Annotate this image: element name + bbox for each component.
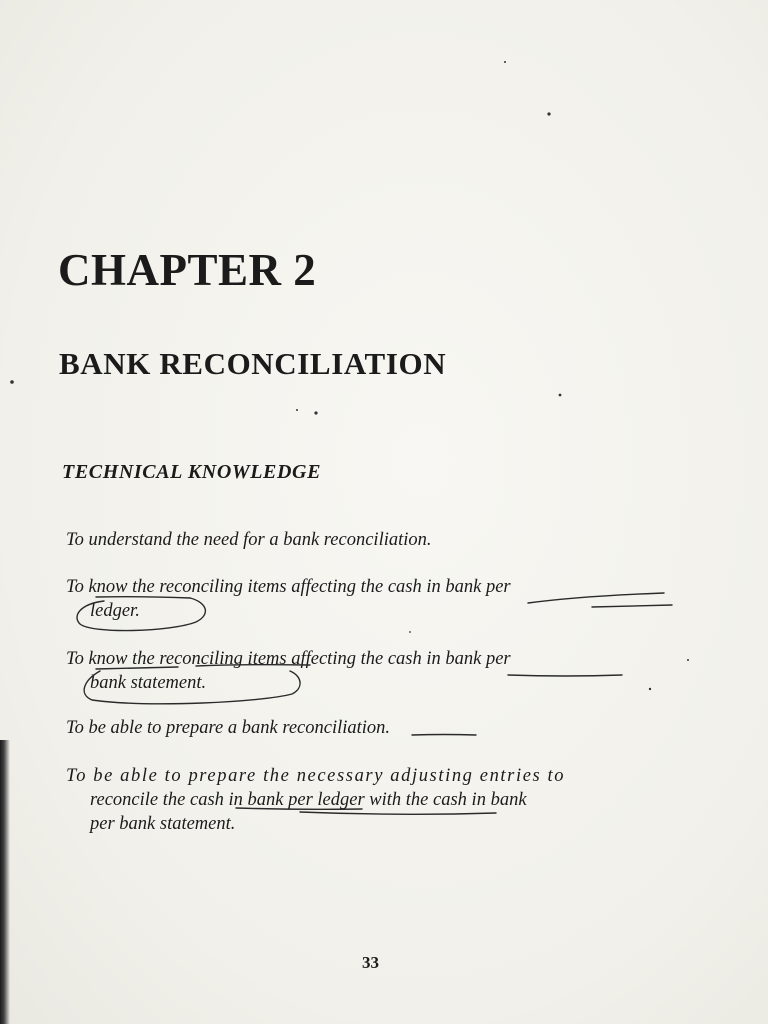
objective-line-continued: ledger. (90, 601, 140, 621)
page-edge-shadow (0, 740, 10, 1024)
objective-line: To understand the need for a bank reconciliation. (66, 530, 432, 550)
objective-line: To know the reconciling items affecting the cash in bank per (66, 577, 511, 597)
objective-line: To be able to prepare a bank reconciliation. (66, 718, 391, 738)
objective-line-continued: reconcile the cash in bank per ledger with the cash in bank (90, 790, 527, 810)
objective-line: To be able to prepare the necessary adjusting entries to (66, 766, 566, 786)
chapter-title: CHAPTER 2 (58, 245, 317, 295)
technical-knowledge-heading: TECHNICAL KNOWLEDGE (62, 461, 322, 483)
objective-adjusting-entries (66, 764, 706, 836)
objective-line-continued: bank statement. (90, 673, 207, 693)
objective-items-per-bank-statement (66, 647, 686, 695)
objective-prepare-reconciliation (66, 716, 686, 740)
objective-line-continued: per bank statement. (90, 814, 236, 834)
section-title: BANK RECONCILIATION (59, 346, 447, 381)
objective-understand-need (66, 528, 686, 552)
page-number: 33 (362, 953, 379, 972)
objective-line: To know the reconciling items affecting the cash in bank per (66, 649, 511, 669)
objective-items-per-ledger (66, 575, 686, 623)
